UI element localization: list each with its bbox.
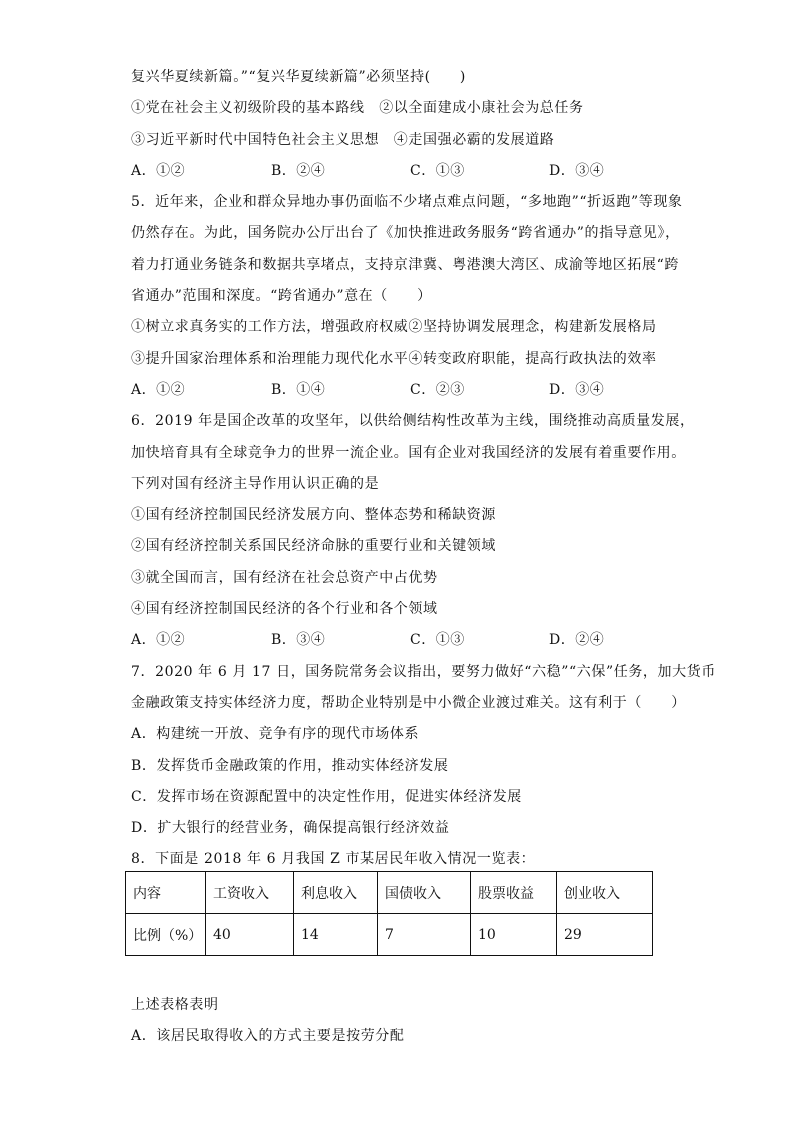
q4-option-a[interactable]: A．①② bbox=[131, 162, 186, 179]
table-cell: 股票收益 bbox=[471, 872, 557, 914]
table-cell: 内容 bbox=[126, 872, 206, 914]
q7-option-c[interactable]: C．发挥市场在资源配置中的决定性作用，促进实体经济发展 bbox=[131, 788, 522, 805]
q8-stem: 8．下面是 2018 年 6 月我国 Z 市某居民年收入情况一览表： bbox=[131, 851, 536, 868]
q4-option-d[interactable]: D．③④ bbox=[549, 162, 605, 179]
q4-choices-1: ①党在社会主义初级阶段的基本路线 ②以全面建成小康社会为总任务 bbox=[131, 100, 584, 117]
income-table bbox=[125, 871, 653, 956]
q8-option-a[interactable]: A．该居民取得收入的方式主要是按劳分配 bbox=[131, 1028, 405, 1045]
table-cell: 比例（%） bbox=[126, 914, 206, 956]
table-cell: 7 bbox=[378, 914, 471, 956]
table-header-row bbox=[126, 872, 653, 914]
q5-stem-line: 5．近年来，企业和群众异地办事仍面临不少堵点难点问题，“多地跑”“折返跑”等现象 bbox=[131, 194, 683, 211]
q7-option-a[interactable]: A．构建统一开放、竞争有序的现代市场体系 bbox=[131, 726, 420, 743]
q7-option-d[interactable]: D．扩大银行的经营业务，确保提高银行经济效益 bbox=[131, 820, 450, 837]
table-cell: 创业收入 bbox=[557, 872, 653, 914]
q8-after-table bbox=[131, 990, 661, 1053]
q5-option-b[interactable]: B．①④ bbox=[271, 381, 326, 398]
q8-after-text: 上述表格表明 bbox=[131, 997, 219, 1013]
q4-choices-2: ③习近平新时代中国特色社会主义思想 ④走国强必霸的发展道路 bbox=[131, 131, 555, 148]
q6-option-a[interactable]: A．①② bbox=[131, 632, 186, 649]
q6-choice: ④国有经济控制国民经济的各个行业和各个领域 bbox=[131, 601, 438, 618]
table-cell: 40 bbox=[206, 914, 294, 956]
q5-stem-line: 仍然存在。为此，国务院办公厅出台了《加快推进政务服务“跨省通办”的指导意见》， bbox=[131, 225, 680, 242]
table-cell: 国债收入 bbox=[378, 872, 471, 914]
q5-option-c[interactable]: C．②③ bbox=[410, 381, 465, 398]
q6-option-c[interactable]: C．①③ bbox=[410, 632, 465, 649]
q5-stem-line: 省通办”范围和深度。“跨省通办”意在（ ） bbox=[131, 288, 432, 305]
q4-options bbox=[131, 156, 661, 187]
q6-options bbox=[131, 625, 661, 656]
q7-option-b[interactable]: B．发挥货币金融政策的作用，推动实体经济发展 bbox=[131, 757, 449, 774]
q6-choice: ③就全国而言，国有经济在社会总资产中占优势 bbox=[131, 569, 438, 586]
q7-stem-line: 7．2020 年 6 月 17 日，国务院常务会议指出，要努力做好“六稳”“六保”任务，加大货币 bbox=[131, 663, 716, 680]
table-cell: 工资收入 bbox=[206, 872, 294, 914]
q6-stem-line: 下列对国有经济主导作用认识正确的是 bbox=[131, 475, 380, 492]
q6-choice: ②国有经济控制关系国民经济命脉的重要行业和关键领域 bbox=[131, 538, 496, 555]
q5-option-d[interactable]: D．③④ bbox=[549, 381, 605, 398]
table-cell: 29 bbox=[557, 914, 653, 956]
q4-option-c[interactable]: C．①③ bbox=[410, 162, 465, 179]
q7-stem-line: 金融政策支持实体经济力度，帮助企业特别是中小微企业渡过难关。这有利于（ ） bbox=[131, 694, 686, 711]
q6-option-d[interactable]: D．②④ bbox=[549, 632, 605, 649]
table-cell: 利息收入 bbox=[294, 872, 378, 914]
question-page bbox=[131, 62, 716, 876]
q5-stem-line: 着力打通业务链条和数据共享堵点，支持京津冀、粤港澳大湾区、成渝等地区拓展“跨 bbox=[131, 256, 679, 273]
q6-option-b[interactable]: B．③④ bbox=[271, 632, 326, 649]
table-row bbox=[126, 914, 653, 956]
q5-choices-1: ①树立求真务实的工作方法，增强政府权威②坚持协调发展理念，构建新发展格局 bbox=[131, 319, 657, 336]
q5-choices-2: ③提升国家治理体系和治理能力现代化水平④转变政府职能，提高行政执法的效率 bbox=[131, 350, 657, 367]
q6-stem-line: 6．2019 年是国企改革的攻坚年，以供给侧结构性改革为主线，围绕推动高质量发展， bbox=[131, 413, 695, 430]
table-cell: 10 bbox=[471, 914, 557, 956]
q5-option-a[interactable]: A．①② bbox=[131, 381, 186, 398]
table-cell: 14 bbox=[294, 914, 378, 956]
q6-choice: ①国有经济控制国民经济发展方向、整体态势和稀缺资源 bbox=[131, 507, 496, 524]
q6-stem-line: 加快培育具有全球竞争力的世界一流企业。国有企业对我国经济的发展有着重要作用。 bbox=[131, 444, 686, 461]
q4-stem: 复兴华夏续新篇。”“复兴华夏续新篇”必须坚持( ) bbox=[131, 69, 466, 85]
q5-options bbox=[131, 375, 661, 406]
q4-option-b[interactable]: B．②④ bbox=[271, 162, 326, 179]
